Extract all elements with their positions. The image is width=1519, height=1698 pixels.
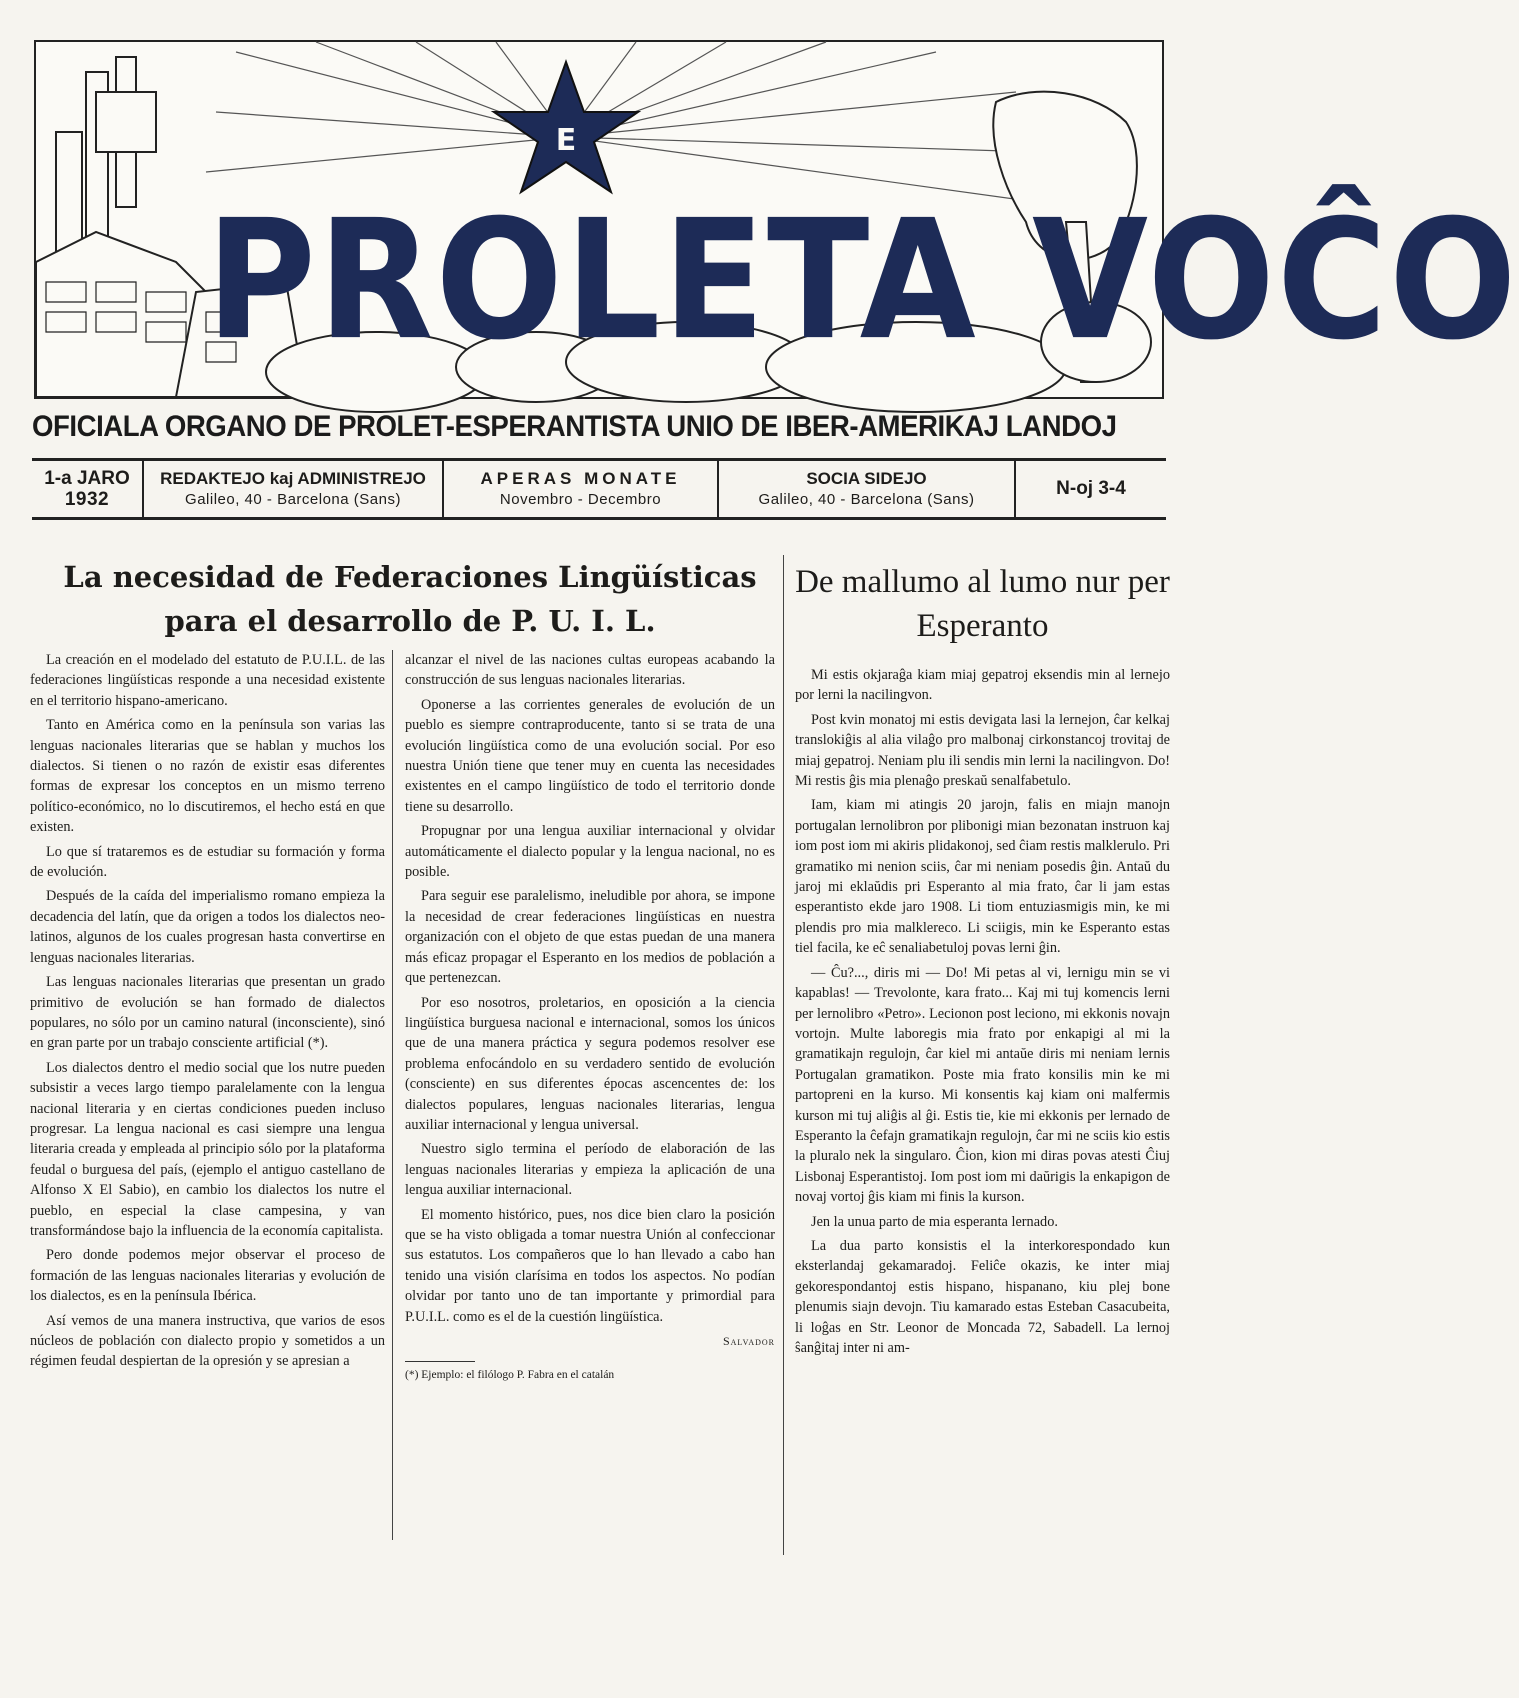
editorial-cell — [144, 461, 444, 517]
paragraph: Propugnar por una lengua auxiliar internacional y olvidar automáticamente el dialecto popular y la lengua nacional, no es posible. — [405, 823, 775, 881]
issue-number-cell — [1016, 461, 1166, 517]
masthead — [34, 40, 1519, 399]
side-headline: De mallumo al lumo nur per Esperanto — [795, 564, 1170, 644]
column-divider — [392, 650, 393, 1540]
appears-months: Novembro - Decembro — [499, 491, 662, 508]
paragraph: Iam, kiam mi atingis 20 jarojn, falis en miajn manojn portugalan lernolibron por plibonigi mian bezonatan instruon kaj iom post iom mi akiris plidakonoj, sed ĉiam restis malklerulo. Pri gramatiko mi nenion sciis, ĉar mi neniam posedis ĝin. Antaŭ du jaroj mi eklaŭdis pri Esperanto al mia frato, ĉar li jam estas esperantisto ekde jaro 1908. Li tiom entuziasmigis min, ke mi plendis pro mia malklereco. Li sciigis, min ke Esperanto estas tiel facila, ke eĉ senaliabetuloj povas lerni ĝin. — [795, 797, 1170, 957]
main-headline: La necesidad de Federaciones Lingüísticas para el desarrollo de P. U. I. L. — [63, 560, 757, 638]
paragraph: — Ĉu?..., diris mi — Do! Mi petas al vi, lernigu min se vi kapablas! — Trevolonte, kara frato... Kaj mi tuj komencis lerni per lernolibro «Petro». Lecionon post leciono, mi ekkonis novajn vortojn. Multe laboregis mia frato por enkapigi al mi la gramatikajn regulojn, ĉar kiel mi antaŭe diris mi neniam lernis Portugalan gramatikon. Poste mia frato konsilis min ke mi partopreni en la kurso. Mi konsentis kaj kiam oni malfermis kurson mi tuj aliĝis al ĝi. Estis tie, kie mi ekkonis per lernado de Esperanto la ĉefajn gramatikajn regulojn, ĉar mi ne sciis kio estis la pluralo nek la singularo. Ĉion, kion mi diras povas atesti Ĉiuj Lisbonaj Esperantistoj. Iom post iom mi daŭrigis la enkapigon de novaj vortoj ĝis kiam mi finis la kurson. — [795, 964, 1170, 1206]
editorial-address: Galileo, 40 - Barcelona (Sans) — [185, 491, 401, 508]
year-value: 1932 — [64, 489, 110, 510]
paragraph: alcanzar el nivel de las naciones cultas europeas acabando la construcción de sus lenguas nacionales literarias. — [405, 652, 775, 689]
footnote-divider — [405, 1361, 475, 1362]
paragraph: La dua parto konsistis el la interkorespondado kun eksterlandaj gekamaradoj. Feliĉe okazis, ke inter miaj gekorespondantoj estis hispano, hispanano, kiu plej bone plenumis siajn devojn. Tiu kamarado estas Esteban Casacubeita, li loĝas en Str. Leonor de Moncada 72, Sabadell. La lernoj ŝanĝitaj inter ni am- — [795, 1237, 1170, 1356]
main-article-header — [30, 555, 790, 643]
star-letter: E — [555, 123, 577, 158]
paragraph: Jen la unua parto de mia esperanta lernado. — [811, 1213, 1058, 1230]
social-address: Galileo, 40 - Barcelona (Sans) — [758, 491, 975, 508]
paragraph: Por eso nosotros, proletarios, en oposición a la ciencia lingüística burguesa nacional e internacional, somos los únicos que de una manera práctica y segura podemos resolver ese problema enfocándolo en su verdadero sentido de evolución (consciente) en sus diferentes épocas ascencentes de: los dialectos populares, lenguas nacionales literarias, lengua auxiliar internacional y lengua universal. — [405, 994, 775, 1133]
newspaper-title: PROLETA VOĈO — [206, 185, 1519, 377]
social-cell — [719, 461, 1016, 517]
paragraph: Para seguir ese paralelismo, ineludible por ahora, se impone la necesidad de crear federaciones lingüísticas en nuestra organización con el objeto de que estas puedan de una manera más eficaz propagar el Esperanto en los medios de población a que pertenezcan. — [405, 888, 775, 987]
paragraph: Así vemos de una manera instructiva, que varios de esos núcleos de población con dialecto propio y sometidos a un régimen feudal despiertan de la opresión y se apresian a — [30, 1312, 385, 1370]
paragraph: Tanto en América como en la península son varias las lenguas nacionales literarias que se hablan y muchos los dialectos. Si tienen o no razón de existir esas diferentes formas de expresar los conceptos en un mismo terreno político-económico, no lo discutiremos, el hecho está en que existen. — [30, 717, 385, 836]
issue-number: N-oj 3-4 — [1056, 478, 1126, 499]
social-label: SOCIA SIDEJO — [806, 469, 927, 488]
main-article-column-1 — [30, 650, 385, 1376]
author-signature: Salvador — [722, 1334, 775, 1348]
issue-info-bar — [32, 458, 1166, 520]
masthead-subtitle: OFICIALA ORGANO DE PROLET-ESPERANTISTA UNIO DE IBER-AMERIKAJ LANDOJ — [32, 410, 1117, 443]
paragraph: Pero donde podemos mejor observar el proceso de formación de las lenguas nacionales literarias y evolución de los dialectos, es en la península Ibérica. — [30, 1247, 385, 1305]
paragraph: La creación en el modelado del estatuto de P.U.I.L. de las federaciones lingüísticas responde a una necesidad existente en el territorio hispano-americano. — [30, 652, 385, 709]
paragraph: Lo que sí trataremos es de estudiar su formación y forma de evolución. — [30, 843, 385, 881]
appears-cell — [444, 461, 719, 517]
editorial-label: REDAKTEJO kaj ADMINISTREJO — [160, 469, 426, 488]
paragraph: Las lenguas nacionales literarias que presentan un grado primitivo de evolución se han formado de dialectos populares, no sólo por un camino natural (inconsciente), sinó en gran parte por un trabajo consciente artificial (*). — [30, 974, 385, 1052]
year-label: 1-a JARO — [44, 468, 130, 489]
paragraph: Oponerse a las corrientes generales de evolución de un pueblo es siempre contraproducente, tanto si se trata de una evolución lingüística como de una evolución social. Por eso nuestra Unión tiene que tener muy en cuenta las necesidades existentes en el campo lingüístico de todo el territorio donde tiene su desarrollo. — [405, 696, 775, 815]
paragraph: Mi estis okjaraĝa kiam miaj gepatroj eksendis min al lernejo por lerni la nacilingvon. — [795, 667, 1170, 704]
paragraph: Nuestro siglo termina el período de elaboración de las lenguas nacionales literarias y empieza la aplicación de una lengua auxiliar internacional. — [405, 1141, 775, 1199]
paragraph: Los dialectos dentro el medio social que los nutre pueden subsistir a veces largo tiempo paralelamente con la lengua nacional literaria y en ciertas condiciones pueden incluso progresar. La lengua nacional es casi siempre una lengua literaria creada y empleada al principio sólo por la plataforma feudal o burguesa del país, (ejemplo el antiguo castellano de Alfonso X El Sabio), en cambio los dialectos los nutre el pueblo, en especial la clase campesina, y van transformándose bajo la influencia de la economía capitalista. — [30, 1059, 385, 1239]
column-divider — [783, 555, 784, 1555]
footnote: (*) Ejemplo: el filólogo P. Fabra en el catalán — [405, 1369, 615, 1382]
year-cell — [32, 461, 144, 517]
paragraph: El momento histórico, pues, nos dice bien claro la posición que se ha visto obligada a tomar nuestra Unión al confeccionar sus estatutos. Los compañeros que lo han llevado a cabo han tenido una visión clarísima en todos los aspectos. No podían olvidar por tanto uno de tan importante y primordial para P.U.I.L. como es el de la cuestión lingüística. — [405, 1206, 775, 1325]
side-article-column — [795, 665, 1170, 1362]
paragraph: Después de la caída del imperialismo romano empieza la decadencia del latín, que da origen a todos los dialectos neo-latinos, algunos de los cuales progresan hasta convertirse en lenguas nacionales literarias. — [30, 888, 385, 966]
appears-label: APERAS MONATE — [480, 469, 681, 488]
main-article-column-2 — [405, 650, 775, 1383]
paragraph: Post kvin monatoj mi estis devigata lasi la lernejon, ĉar kelkaj translokiĝis al alia vilaĝo pro malbonaj cirkonstancoj trovitaj de miaj gepatroj. Neniam plu ili sendis min lerni la nacilingvon. Do! Mi restis ĝis mia plenaĝo preskaŭ senalfabetulo. — [795, 711, 1170, 790]
